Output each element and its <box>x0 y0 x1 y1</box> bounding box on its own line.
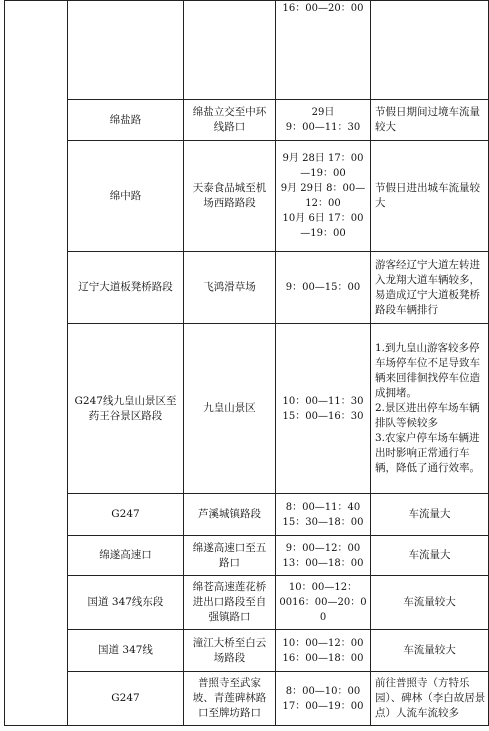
road-cell: 国道 347线 <box>68 630 184 672</box>
note-cell: 前往普照寺（方特乐园）、碑林（李白故居景点）人流车流较多 <box>371 672 489 726</box>
time-cell: 9：00—12：00 13：00—18：00 <box>276 536 371 576</box>
note-cell: 游客经辽宁大道左转进入龙翔大道车辆较多，易造成辽宁大道板凳桥路段车辆排行 <box>371 252 489 324</box>
table-row <box>5 630 489 672</box>
section-cell <box>184 1 276 100</box>
section-cell: 芦溪城镇路段 <box>184 494 276 536</box>
note-cell: 节假日进出城车流量较大 <box>371 141 489 252</box>
road-cell: 绵遂高速口 <box>68 536 184 576</box>
note-cell: 车流量大 <box>371 536 489 576</box>
section-cell: 潼江大桥至白云场路段 <box>184 630 276 672</box>
road-cell: 国道 347线东段 <box>68 576 184 630</box>
time-cell: 8：00—10：00 17：00—19：00 <box>276 672 371 726</box>
section-cell: 天泰食品城至机场西路路段 <box>184 141 276 252</box>
note-cell <box>371 1 489 100</box>
table-row <box>5 324 489 494</box>
time-cell: 10：00—11：30 15：00—16：30 <box>276 324 371 494</box>
time-cell: 10：00—12： 0016：00—20：00 <box>276 576 371 630</box>
time-cell: 10：00—12：00 16：00—18：00 <box>276 630 371 672</box>
table-body <box>5 1 489 726</box>
note-cell: 车流量大 <box>371 494 489 536</box>
note-cell: 1.到九皇山游客较多停车场停车位不足导致车辆来回徘徊找停车位造成拥堵。 2.景区进出停车场车辆排队等候较多 3.农家户停车场车辆进出时影响正常通行车辆，降低了通行效率。 <box>371 324 489 494</box>
section-cell: 飞鸿滑草场 <box>184 252 276 324</box>
road-cell: 绵盐路 <box>68 100 184 141</box>
road-cell: G247线九皇山景区至药王谷景区路段 <box>68 324 184 494</box>
road-cell <box>68 1 184 100</box>
table-row <box>5 494 489 536</box>
time-cell: 16：00—20：00 <box>276 1 371 100</box>
table-row <box>5 1 489 100</box>
time-cell: 9月 28日 17：00—19：00 9月 29日 8：00—12：00 10月 6日 17：00—19：00 <box>276 141 371 252</box>
road-cell: G247 <box>68 672 184 726</box>
time-cell: 9：00—15：00 <box>276 252 371 324</box>
note-cell: 车流量较大 <box>371 576 489 630</box>
road-cell: G247 <box>68 494 184 536</box>
note-cell: 节假日期间过境车流量较大 <box>371 100 489 141</box>
road-cell: 辽宁大道板凳桥路段 <box>68 252 184 324</box>
table-row <box>5 252 489 324</box>
table-row <box>5 576 489 630</box>
time-cell: 8：00—11：40 15：30—18：00 <box>276 494 371 536</box>
section-cell: 绵盐立交至中环线路口 <box>184 100 276 141</box>
table-row <box>5 672 489 726</box>
table-row <box>5 536 489 576</box>
left-margin-cell <box>5 1 68 726</box>
section-cell: 绵苍高速莲花桥进出口路段至自强镇路口 <box>184 576 276 630</box>
traffic-schedule-table <box>4 0 489 726</box>
section-cell: 九皇山景区 <box>184 324 276 494</box>
section-cell: 绵遂高速口至五路口 <box>184 536 276 576</box>
note-cell: 车流量较大 <box>371 630 489 672</box>
road-cell: 绵中路 <box>68 141 184 252</box>
table-row <box>5 100 489 141</box>
section-cell: 普照寺至武家坡、青莲碑林路口至牌坊路口 <box>184 672 276 726</box>
time-cell: 29日 9：00—11：30 <box>276 100 371 141</box>
table-row <box>5 141 489 252</box>
